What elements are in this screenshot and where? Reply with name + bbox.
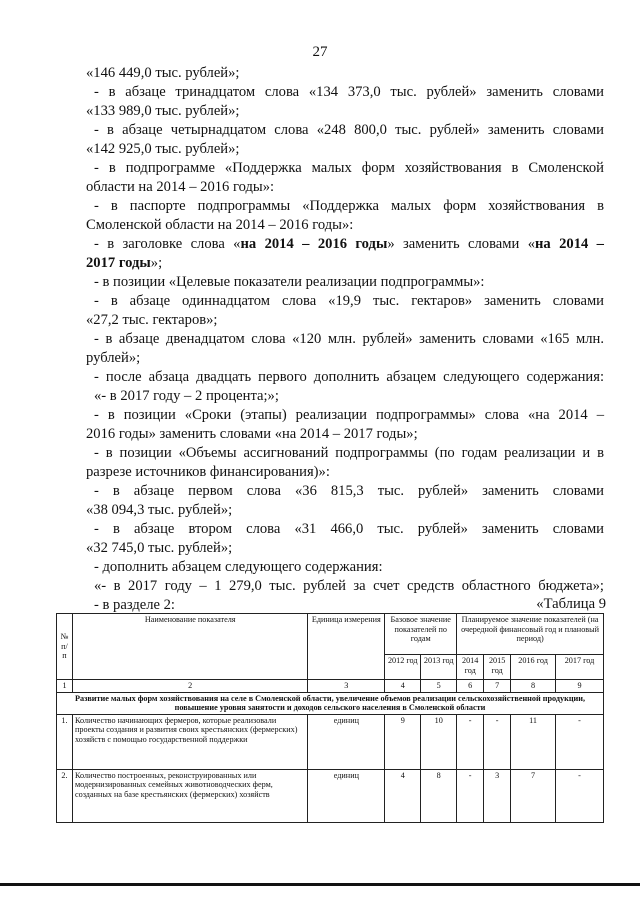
header-number: № п/п: [57, 614, 73, 680]
row-number: 1.: [57, 714, 73, 769]
text-line: - в абзаце двенадцатом слова «120 млн. рублей» заменить словами «165 млн.: [94, 331, 604, 347]
column-number: 1: [57, 680, 73, 693]
column-number: 3: [308, 680, 385, 693]
column-number: 5: [421, 680, 457, 693]
row-value: 9: [385, 714, 421, 769]
section-row: [57, 692, 604, 714]
row-unit: единиц: [308, 714, 385, 769]
text-line: разрезе источников финансирования)»:: [86, 464, 330, 480]
year-cell: 2017 год: [556, 655, 604, 680]
section-title: Развитие малых форм хозяйствования на селе в Смоленской области, увеличение объемов реализации сельскохозяйственной продукции, повышение уровня занятости и доходов сельского населения в Смоленской области: [57, 692, 604, 714]
header-unit: Единица измерения: [308, 614, 385, 680]
text-line: 2017 годы»;: [86, 255, 163, 271]
row-value: -: [484, 714, 511, 769]
text-line: - дополнить абзацем следующего содержания:: [94, 559, 383, 575]
text-line: - в абзаце одиннадцатом слова «19,9 тыс. гектаров» заменить словами: [94, 293, 604, 309]
text-line: Смоленской области на 2014 – 2016 годы»:: [86, 217, 354, 233]
row-value: 3: [484, 769, 511, 822]
text-line: рублей»;: [86, 350, 141, 366]
text-line: - в паспорте подпрограммы «Поддержка малых форм хозяйствования в: [94, 198, 604, 214]
row-value: 11: [511, 714, 556, 769]
text-line: - в позиции «Сроки (этапы) реализации подпрограммы» слова «на 2014 –: [94, 407, 604, 423]
row-value: 7: [511, 769, 556, 822]
text-line: «- в 2017 году – 2 процента;»;: [94, 388, 279, 404]
column-number: 8: [511, 680, 556, 693]
row-name: Количество построенных, реконструированных или модернизированных семейных животноводческих ферм, созданных на базе крестьянских (фермерских) хозяйств: [72, 769, 307, 822]
text-line: - в абзаце втором слова «31 466,0 тыс. рублей» заменить словами: [94, 521, 604, 537]
text-line: - в позиции «Целевые показатели реализации подпрограммы»:: [94, 274, 485, 290]
text-line: - в позиции «Объемы ассигнований подпрограммы (по годам реализации и в: [94, 445, 604, 461]
header-plan: Планируемое значение показателей (на очередной финансовый год и плановый период): [457, 614, 604, 655]
column-number: 9: [556, 680, 604, 693]
column-number: 6: [457, 680, 484, 693]
column-number: 7: [484, 680, 511, 693]
text-line: - в абзаце четырнадцатом слова «248 800,0 тыс. рублей» заменить словами: [94, 122, 604, 138]
table-row: [57, 714, 604, 769]
text-line: «38 094,3 тыс. рублей»;: [86, 502, 233, 518]
row-value: -: [556, 769, 604, 822]
year-cell: 2013 год: [421, 655, 457, 680]
table-row: [57, 769, 604, 822]
scan-edge-line: [0, 883, 640, 886]
column-number-row: [57, 680, 604, 693]
row-number: 2.: [57, 769, 73, 822]
table-caption: «Таблица 9: [536, 596, 606, 612]
text-line: 2016 годы» заменить словами «на 2014 – 2017 годы»;: [86, 426, 418, 442]
text-line: - в разделе 2:: [94, 597, 175, 613]
text-line: - после абзаца двадцать первого дополнить абзацем следующего содержания:: [94, 369, 604, 385]
row-value: -: [457, 714, 484, 769]
text-line: «133 989,0 тыс. рублей»;: [86, 103, 240, 119]
row-value: 4: [385, 769, 421, 822]
row-value: 10: [421, 714, 457, 769]
text-line: области на 2014 – 2016 годы»:: [86, 179, 275, 195]
header-name: Наименование показателя: [72, 614, 307, 680]
text-line: - в подпрограмме «Поддержка малых форм хозяйствования в Смоленской: [94, 160, 604, 176]
year-cell: 2016 год: [511, 655, 556, 680]
text-line: - в заголовке слова «на 2014 – 2016 годы» заменить словами «на 2014 –: [94, 236, 604, 252]
year-cell: 2015 год: [484, 655, 511, 680]
table-header-row: [57, 614, 604, 655]
row-unit: единиц: [308, 769, 385, 822]
text-line: «32 745,0 тыс. рублей»;: [86, 540, 233, 556]
text-line: «27,2 тыс. гектаров»;: [86, 312, 218, 328]
indicator-table: [56, 613, 604, 823]
column-number: 2: [72, 680, 307, 693]
text-line: «- в 2017 году – 1 279,0 тыс. рублей за счет средств областного бюджета»;: [94, 578, 604, 594]
row-value: -: [457, 769, 484, 822]
row-name: Количество начинающих фермеров, которые реализовали проекты создания и развития своих крестьянских (фермерских) хозяйств с помощью государственной поддержки: [72, 714, 307, 769]
header-base: Базовое значение показателей по годам: [385, 614, 457, 655]
text-line: «146 449,0 тыс. рублей»;: [86, 65, 240, 81]
year-cell: 2012 год: [385, 655, 421, 680]
page-number: 27: [312, 44, 328, 60]
year-cell: 2014 год: [457, 655, 484, 680]
row-value: 8: [421, 769, 457, 822]
row-value: -: [556, 714, 604, 769]
text-line: - в абзаце первом слова «36 815,3 тыс. рублей» заменить словами: [94, 483, 604, 499]
text-line: - в абзаце тринадцатом слова «134 373,0 тыс. рублей» заменить словами: [94, 84, 604, 100]
column-number: 4: [385, 680, 421, 693]
text-line: «142 925,0 тыс. рублей»;: [86, 141, 240, 157]
